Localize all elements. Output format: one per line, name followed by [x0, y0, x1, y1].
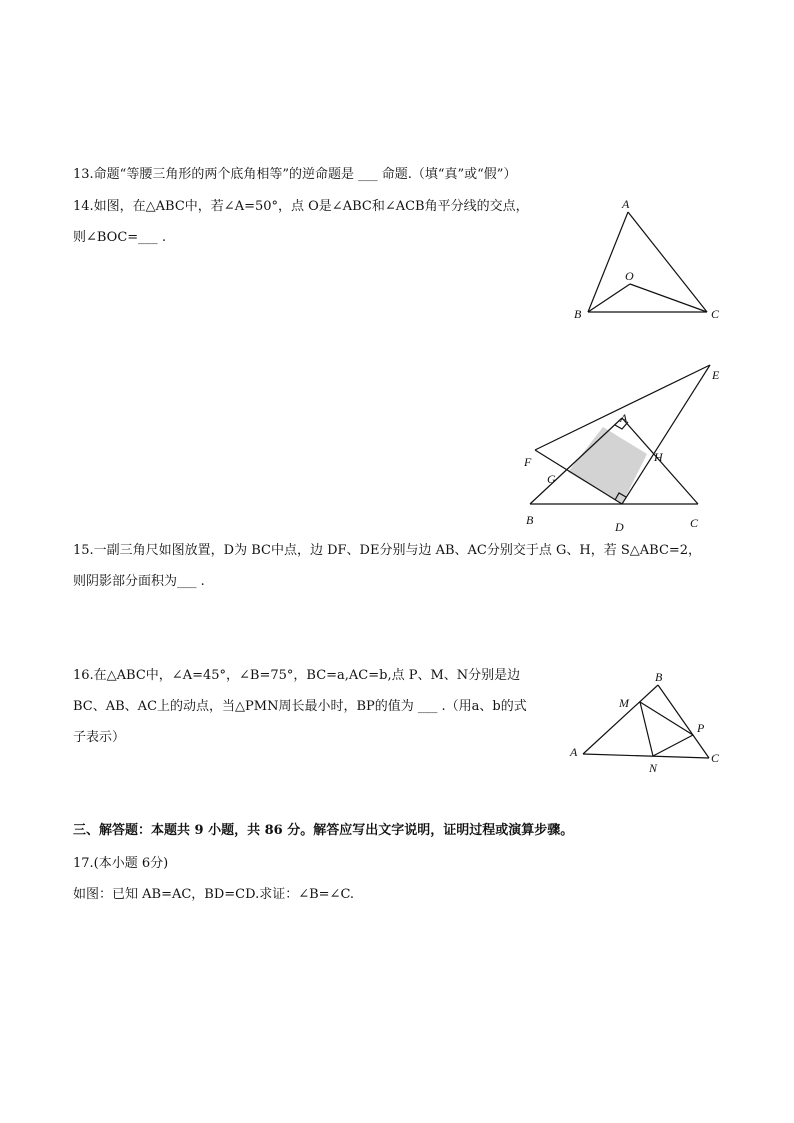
label-c: C — [711, 307, 720, 321]
label-m: M — [619, 696, 629, 710]
label-d: D — [615, 520, 624, 534]
question-13-text: 13.命题“等腰三角形的两个底角相等”的逆命题是 ___ 命题.（填“真”或“假”） — [73, 167, 517, 182]
question-16-line-3: 子表示） — [73, 730, 126, 745]
label-n: N — [649, 761, 658, 775]
label-a: A — [570, 745, 578, 759]
label-c: C — [711, 751, 720, 765]
question-16-figure — [565, 665, 730, 780]
label-o: O — [625, 269, 634, 283]
label-f: F — [524, 455, 532, 469]
segment-pn — [653, 735, 693, 756]
segment-ab — [588, 212, 628, 312]
question-14-figure — [560, 190, 730, 330]
label-c: C — [690, 516, 699, 530]
segment-mp — [640, 702, 693, 735]
label-h: H — [654, 450, 663, 464]
segment-bo — [588, 284, 630, 312]
segment-ac — [583, 754, 709, 758]
question-16-line-2: BC、AB、AC上的动点，当△PMN周长最小时，BP的值为 ___ .（用a、b的式 — [73, 699, 527, 714]
question-14-line-1: 14.如图，在△ABC中，若∠A=50°，点 O是∠ABC和∠ACB角平分线的交点， — [73, 199, 529, 214]
label-b: B — [574, 307, 582, 321]
question-14-line-2: 则∠BOC=___ . — [73, 230, 166, 245]
question-17-body: 如图：已知 AB=AC，BD=CD.求证：∠B=∠C. — [73, 887, 355, 902]
question-15-figure — [520, 360, 730, 540]
question-15-line-1: 15.一副三角尺如图放置，D为 BC中点，边 DF、DE分别与边 AB、AC分别交于点 G、H，若 S△ABC=2， — [73, 543, 702, 558]
label-b: B — [655, 670, 663, 684]
label-b: B — [526, 513, 534, 527]
label-p: P — [697, 721, 705, 735]
label-g: G — [547, 472, 556, 486]
label-a: A — [622, 197, 630, 211]
section-3-title: 三、解答题：本题共 9 小题，共 86 分。解答应写出文字说明，证明过程或演算步骤。 — [73, 823, 574, 838]
question-17-header: 17.(本小题 6分) — [73, 856, 169, 871]
question-15-line-2: 则阴影部分面积为___ . — [73, 574, 205, 589]
label-e: E — [712, 368, 720, 382]
label-a: A — [620, 411, 628, 425]
question-16-line-1: 16.在△ABC中，∠A=45°，∠B=75°，BC=a,AC=b,点 P、M、N分别是边 — [73, 668, 521, 683]
segment-mn — [640, 702, 653, 756]
shaded-region — [568, 427, 647, 504]
